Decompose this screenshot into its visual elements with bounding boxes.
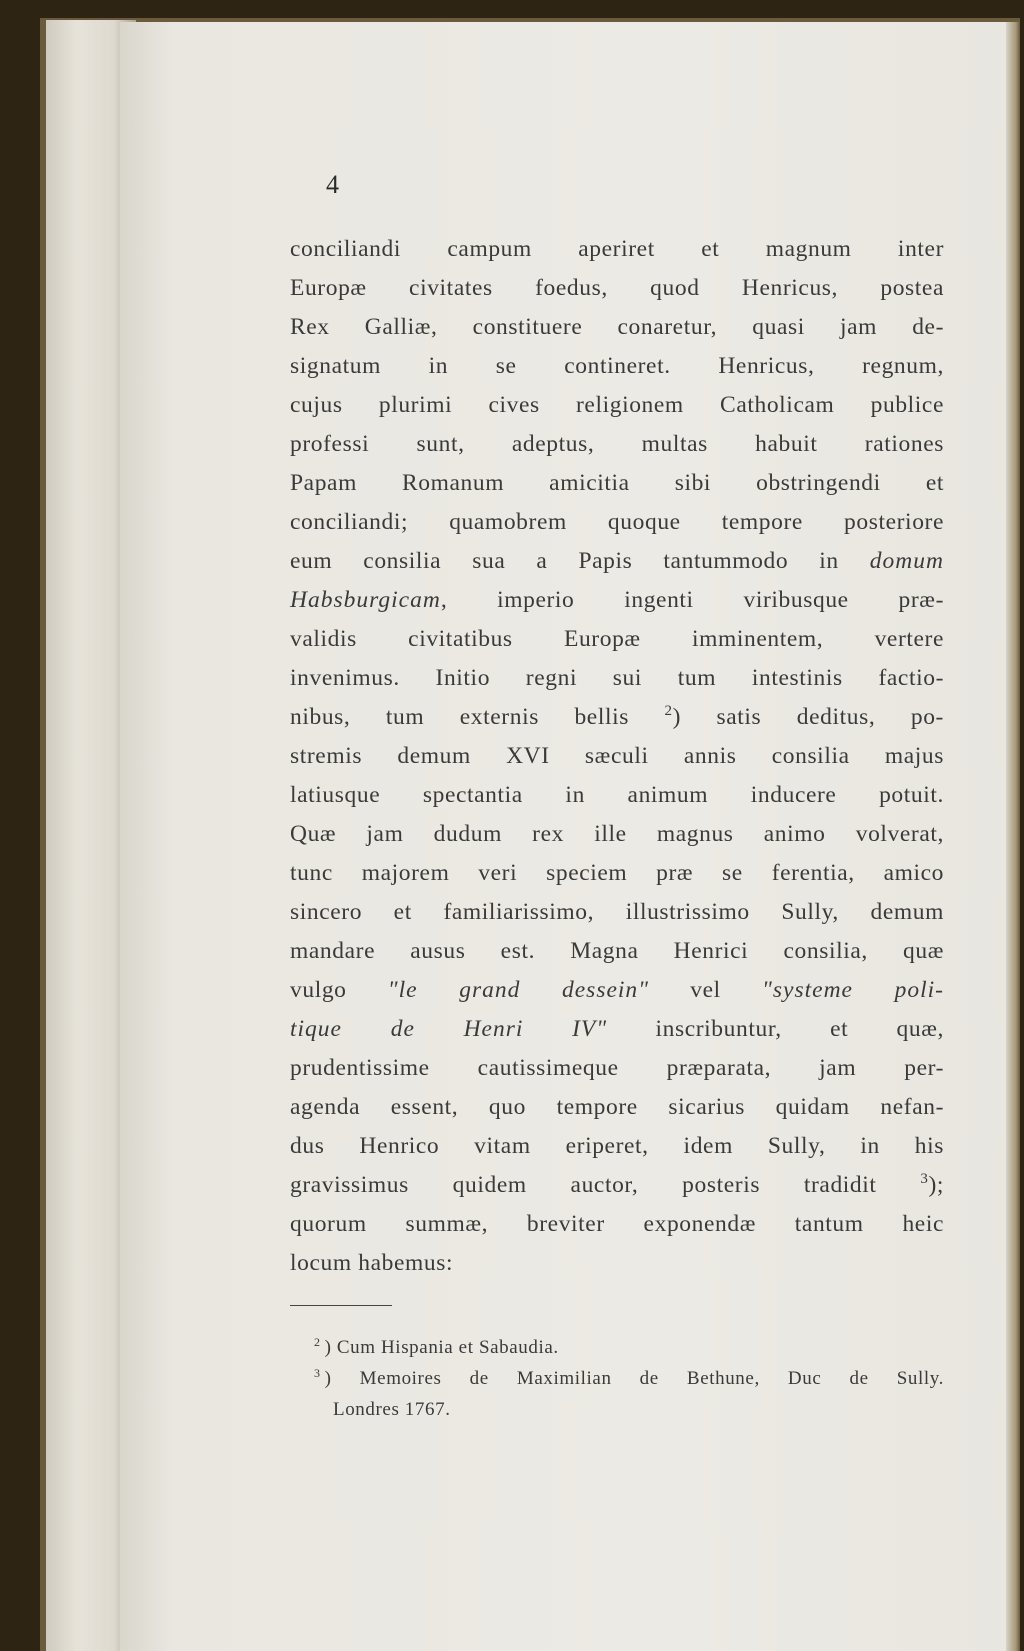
- text-line: tunc majorem veri speciem præ se ferentia, amico: [290, 860, 944, 886]
- text-segment: inscribuntur, et quæ,: [607, 1016, 944, 1042]
- text-line: prudentissime cautissimeque præparata, jam per-: [290, 1055, 944, 1081]
- text-line: cujus plurimi cives religionem Catholicam publice: [290, 392, 944, 418]
- page-edge-shadow: [1006, 22, 1020, 1651]
- text-line: [290, 581, 944, 620]
- page-number: 4: [326, 170, 339, 199]
- text-line: conciliandi campum aperiret et magnum inter: [290, 236, 944, 262]
- italic-segment: "le grand dessein": [387, 977, 650, 1003]
- text-line: sincero et familiarissimo, illustrissimo Sully, demum: [290, 899, 944, 925]
- text-line: stremis demum XVI sæculi annis consilia majus: [290, 743, 944, 769]
- footnote-text: ) Cum Hispania et Sabaudia.: [324, 1337, 559, 1358]
- text-line: Rex Galliæ, constituere conaretur, quasi jam de-: [290, 314, 944, 340]
- italic-segment: Habsburgicam: [290, 587, 441, 613]
- italic-segment: "systeme poli-: [762, 977, 944, 1003]
- italic-segment: domum: [869, 548, 944, 574]
- footnote-divider: [290, 1305, 392, 1306]
- text-line: dus Henrico vitam eriperet, idem Sully, in his: [290, 1133, 944, 1159]
- text-line: [290, 1166, 944, 1205]
- text-line: Papam Romanum amicitia sibi obstringendi et: [290, 470, 944, 496]
- footnote-mark: 2: [314, 1334, 321, 1349]
- text-line: latiusque spectantia in animum inducere potuit.: [290, 782, 944, 808]
- text-line: agenda essent, quo tempore sicarius quidam nefan-: [290, 1094, 944, 1120]
- text-segment: vulgo: [290, 977, 388, 1003]
- text-line: Quæ jam dudum rex ille magnus animo volverat,: [290, 821, 944, 847]
- text-line: quorum summæ, breviter exponendæ tantum heic: [290, 1211, 944, 1237]
- text-line: professi sunt, adeptus, multas habuit rationes: [290, 431, 944, 457]
- text-segment: nibus, tum externis bellis: [290, 704, 665, 730]
- text-segment: gravissimus quidem auctor, posteris tradidit: [290, 1172, 921, 1198]
- text-segment: );: [928, 1172, 944, 1198]
- footnote: [290, 1363, 944, 1394]
- footnote-ref: 3: [920, 1171, 929, 1188]
- footnote-ref: 2: [664, 703, 673, 720]
- footnote-text: ) Memoires de Maximilian de Bethune, Duc de Sully.: [324, 1368, 944, 1389]
- text-line: [290, 542, 944, 581]
- text-line: invenimus. Initio regni sui tum intestinis factio-: [290, 665, 944, 691]
- footnotes: [290, 1332, 944, 1425]
- footnote: [290, 1332, 944, 1363]
- footnote-continuation: Londres 1767.: [333, 1399, 451, 1420]
- text-line: signatum in se contineret. Henricus, regnum,: [290, 353, 944, 379]
- text-line: conciliandi; quamobrem quoque tempore posteriore: [290, 509, 944, 535]
- italic-segment: tique de Henri IV": [290, 1016, 608, 1042]
- footnote-mark: 3: [314, 1365, 321, 1380]
- text-segment: , imperio ingenti viribusque præ-: [440, 587, 944, 613]
- text-line: Europæ civitates foedus, quod Henricus, postea: [290, 275, 944, 301]
- text-segment: eum consilia sua a Papis tantummodo in: [290, 548, 870, 574]
- text-line: validis civitatibus Europæ imminentem, vertere: [290, 626, 944, 652]
- text-line: [290, 1010, 944, 1049]
- text-segment: ) satis deditus, po-: [672, 704, 944, 730]
- body-text: [290, 230, 944, 1283]
- text-line: locum habemus:: [290, 1250, 454, 1276]
- text-line: [290, 698, 944, 737]
- text-line: [290, 971, 944, 1010]
- text-segment: vel: [649, 977, 763, 1003]
- text-line: mandare ausus est. Magna Henrici consilia, quæ: [290, 938, 944, 964]
